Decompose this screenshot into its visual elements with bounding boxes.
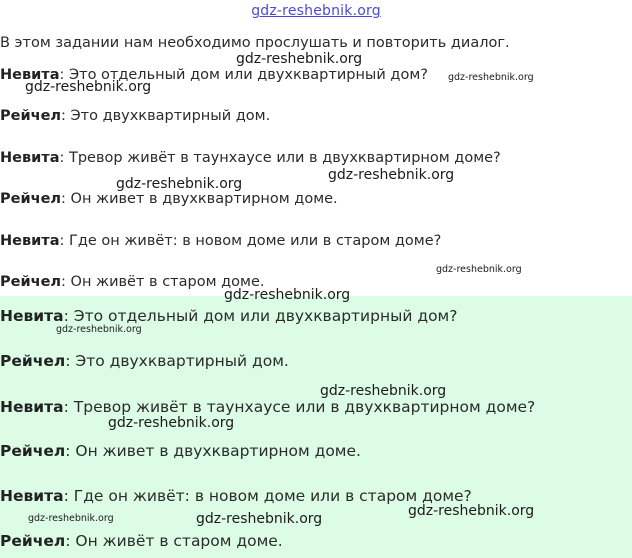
speaker-name: Невита [0, 307, 64, 325]
speaker-name: Невита [0, 67, 60, 83]
watermark: gdz-reshebnik.org [408, 503, 535, 519]
dialog-1-line [0, 232, 441, 250]
dialog-2-line [0, 441, 361, 461]
intro-text: В этом задании нам необходимо прослушать и повторить диалог. [0, 35, 510, 51]
speaker-name: Невита [0, 233, 60, 249]
speaker-name: Рейчел [0, 532, 66, 550]
line-text: : Тревор живёт в таунхаусе или в двухквартирном доме? [63, 398, 536, 416]
speaker-name: Невита [0, 487, 64, 505]
watermark: gdz-reshebnik.org [56, 324, 142, 335]
watermark: gdz-reshebnik.org [108, 415, 235, 431]
dialog-2-line [0, 531, 283, 551]
watermark: gdz-reshebnik.org [25, 79, 152, 95]
line-text: : Где он живёт: в новом доме или в старом доме? [63, 487, 472, 505]
dialog-2-line [0, 486, 472, 506]
header-watermark-link[interactable]: gdz-reshebnik.org [251, 3, 381, 19]
line-text: : Он живёт в старом доме. [61, 274, 265, 290]
dialog-2-line [0, 397, 535, 417]
dialog-2-line [0, 351, 289, 371]
watermark: gdz-reshebnik.org [224, 287, 351, 303]
watermark: gdz-reshebnik.org [320, 383, 447, 399]
line-text: : Это отдельный дом или двухквартирный дом? [59, 67, 428, 83]
watermark: gdz-reshebnik.org [328, 167, 455, 183]
line-text: : Это отдельный дом или двухквартирный дом? [63, 307, 458, 325]
line-text: : Он живет в двухквартирном доме. [65, 442, 361, 460]
line-text: : Это двухквартирный дом. [61, 108, 271, 124]
speaker-name: Рейчел [0, 108, 62, 124]
speaker-name: Невита [0, 150, 60, 166]
dialog-1-line [0, 149, 501, 167]
speaker-name: Невита [0, 398, 64, 416]
speaker-name: Рейчел [0, 442, 66, 460]
line-text: : Он живёт в старом доме. [65, 532, 283, 550]
line-text: : Где он живёт: в новом доме или в старом доме? [59, 233, 442, 249]
watermark: gdz-reshebnik.org [28, 513, 114, 524]
dialog-2-line [0, 306, 457, 326]
line-text: : Он живет в двухквартирном доме. [61, 191, 338, 207]
speaker-name: Рейчел [0, 191, 62, 207]
speaker-name: Рейчел [0, 352, 66, 370]
watermark: gdz-reshebnik.org [116, 176, 243, 192]
speaker-name: Рейчел [0, 274, 62, 290]
dialog-1-line [0, 190, 338, 208]
watermark: gdz-reshebnik.org [448, 72, 534, 83]
line-text: : Тревор живёт в таунхаусе или в двухквартирном доме? [59, 150, 501, 166]
watermark: gdz-reshebnik.org [436, 264, 522, 275]
watermark: gdz-reshebnik.org [236, 51, 363, 67]
line-text: : Это двухквартирный дом. [65, 352, 289, 370]
dialog-1-line [0, 107, 270, 125]
watermark: gdz-reshebnik.org [196, 511, 323, 527]
